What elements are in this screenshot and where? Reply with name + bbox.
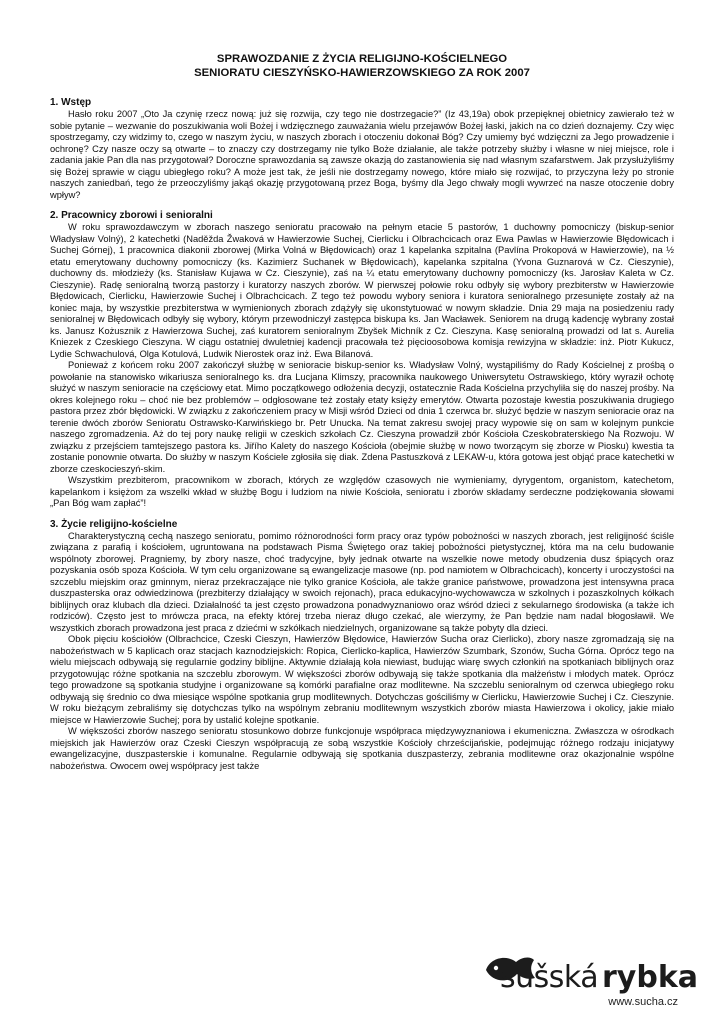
report-title-line-2: SENIORATU CIESZYŃSKO-HAWIERZOWSKIEGO ZA ROK 2007 [194, 67, 530, 79]
section-heading-religious-life: 3. Życie religijno-kościelne [50, 518, 178, 530]
report-page [50, 52, 674, 772]
workers-paragraph-3: Wszystkim prezbiterom, pracownikom w zborach, których ze względów czasowych nie wymieniamy, dyrygentom, organistom, katechetom, kapelankom i księżom za wszelki wkład w służbę Bogu i ludziom na niwie Kościoła, senioratu i zborów składamy serdeczne podziękowania słowami „Pan Bóg wam zapłać”! [50, 475, 674, 508]
workers-paragraph-2: Ponieważ z końcem roku 2007 zakończył służbę w senioracie biskup-senior ks. Władysław Volný, wystąpiliśmy do Rady Kościelnej z prośbą o powołanie na stanowisko wikariusza senioralnego ks. dra Lucjana Klimszy, pracownika naukowego Uniwersytetu Ostrawskiego, który wyraził ochotę służyć w naszym senioracie na częściowy etat. Mimo początkowego odłożenia decyzji, ostatecznie Rada Kościelna przychyliła się do naszej prośby. Na okres kolejnego roku – choć nie bez problemów – odgłosowane też zostały etaty księży emerytów. Otwarta pozostaje kwestia poszukiwania drugiego pastora przez zbór błędowicki. W związku z zakończeniem pracy w Misji wśród Dzieci od dnia 1 czerwca br. służyć będzie w naszym senioracie oraz na terenie dwóch zborów Senioratu Ostrawsko-Karwińskiego br. Petr Unucka. Na temat zakresu swojej pracy wypowie się on sam w kolejnym punkcie naszego zgromadzenia. Aż do tej pory naukę religii w czeskich szkołach Cz. Cieszyna prowadził zbór Kościoła Czeskobraterskiego Na Rozwoju. W związku z przejściem tamtejszego pastora ks. Jiřího Kalety do naszego Kościoła (obejmie służbę w nowo tworzącym się zborze w Piosku) kwestia ta zostanie ponownie otwarta. Do służby w naszym Kościele zgłosiła się diak. Zdena Pastuszková z LEKAW-u, która gotowa jest objąć prace katechetki w zborze czeskocieszyń-skim. [50, 360, 674, 474]
report-title-line-1: SPRAWOZDANIE Z ŻYCIA RELIGIJNO-KOŚCIELNEGO [216, 53, 508, 65]
religious-life-paragraph-1: Charakterystyczną cechą naszego senioratu, pomimo różnorodności form pracy oraz typów pobożności w naszych zborach, jest religijność ściśle związana z parafią i kościołem, ugruntowana na podstawach Pisma Świętego oraz takiej pobożności pietystycznej, która ma na celu budowanie wspólnoty zborowej. Pragniemy, by zbory nasze, choć tradycyjne, były jednak otwarte na wszelkie nowe metody obudzenia dusz śpiących oraz pozyskania osób spoza Kościoła. W tym celu organizowane są ewangelizacje masowe (np. pod namiotem w Olbrachcicach), koncerty i uroczystości na szczeblu miejskim oraz gminnym, nieraz przekraczające nie tylko granice Kościoła, ale także granice państwowe, prowadzona jest intensywna praca duszpasterska oraz odwiedzinowa (prezbiterzy działający w swoich rejonach), praca edukacyjno-wychowawcza w szkolnych i pozaszkolnych kółkach biblijnych oraz klubach dla dzieci. Działalność ta jest często prowadzona ponadwyznaniowo oraz wśród dzieci z sekularnego środowiska (a także ich rodziców). Często jest to mrówcza praca, na efekty której trzeba nieraz długo czekać, ale wierzymy, że Pan będzie nam nadal błogosławił. We wszystkich zborach prowadzona jest praca z dziećmi w szkółkach niedzielnych, organizowane są także pobyty dla dzieci. [50, 530, 674, 633]
logo-word-susska: sušská [500, 960, 599, 995]
logo-url: www.sucha.cz [608, 996, 678, 1008]
section-heading-intro: 1. Wstęp [50, 97, 92, 108]
workers-paragraph-1: W roku sprawozdawczym w zborach naszego senioratu pracowało na pełnym etacie 5 pastorów, 1 duchowny pomocniczy (biskup-senior Władysław Volný), 2 katechetki (Naděžda Žwaková w Hawierzowie Suchej, Cierlicku i Olbrachcicach oraz Ewa Pawlas w Hawierzowie Błędowicach i Suchej Górnej), 1 pracownica diakonii zborowej (Mirka Volná w Błędowicach) oraz 1 kapelanka szpitalna (Pavlína Prokopová w Hawierzowie), na ½ etatu emerytowany duchowny pomocniczy (ks. Kazimierz Suchanek w Błędowicach), kapelanka szpitalna (Yvona Guznarová w Cz. Cieszynie), duchowny ds. młodzieży (ks. Stanisław Kujawa w Cz. Cieszynie), zaś na ¼ etatu emerytowany duchowny pomocniczy (ks. Jarosłav Kaleta w Cz. Cieszynie). Radę senioralną tworzą pastorzy i kuratorzy naszych zborów. W pierwszej połowie roku odbyły się wybory prezbiterstw w Hawierzowie Błędowicach, Cierlicku, Hawierzowie Suchej i Olbrachcicach. Z tego też powodu wybory seniora i kuratora senioralnego przesunięte zostały aż na koniec maja, by wszystkie prezbiterstwa w wymienionych zborach zdążyły się ukonstytuować w nowym składzie. Dnia 29 maja na posiedzeniu rady senioralnej w Błędowicach odbyły się wybory, którym przewodniczył zastępca biskupa ks. Jan Wacławek. Seniorem na drugą kadencję wybrany został ks. Janusz Kożusznik z Hawierzowa Suchej, zaś kuratorem senioralnym Zbyšek Michník z Cz. Cieszyna. Kasę senioralną prowadzi od lat s. Aurelia Kniezek z Czeskiego Cieszyna. W ciągu ostatniej dwuletniej kadencji pracowała też pięcioosobowa komisja rewizyjna w składzie: inż. Piotr Kukucz, Lydie Schwachulová, Olga Kotulová, Ludwik Nierostek oraz inż. Ewa Bilanová. [50, 222, 674, 359]
religious-life-paragraph-3: W większości zborów naszego senioratu stosunkowo dobrze funkcjonuje współpraca międzywyznaniowa i ekumeniczna. Zwłaszcza w ośrodkach miejskich jak Hawierzów oraz Czeski Cieszyn współpracują ze sobą wszystkie Kościoły chrześcijańskie, podejmując różnego rodzaju inicjatywy ewangelizacyjne, duszpasterskie i komunalne. Regularnie odbywają się spotkania duszpasterzy, zebrania modlitewne oraz okazjonalnie wspólne nabożeństwa. Owocem owej współpracy jest także [50, 726, 674, 771]
religious-life-paragraph-2: Obok pięciu kościołów (Olbrachcice, Czeski Cieszyn, Hawierzów Błędowice, Hawierzów Sucha oraz Cierlicko), zbory nasze zgromadzają się na nabożeństwach w 5 kaplicach oraz stacjach kaznodziejskich: Ropica, Cierlicko-kaplica, Hawierzów Szumbark, Szonów, Sucha Górna. Oprócz tego na wielu miejscach odbywają się regularnie godziny biblijne. Aktywnie działają koła niewiast, budując wiarę swych członkiń na spotkaniach biblijnych oraz przygotowując różne spotkania na szczeblu zborowym. W większości zborów odbywają się także spotkania dla małżeństw i młodych matek. Oprócz tego prowadzone są spotkania studyjne i organizowane są komórki parafialne oraz modlitewne. Na szczeblu senioralnym od czerwca ubiegłego roku odbywają się średnio co dwa miesiące wspólne spotkania grup modlitewnych. Dotychczas gościliśmy w Cierlicku, Hawierzowie Suchej i Cz. Cieszynie. W roku bieżącym zebraliśmy się dotychczas tylko na wspólnym zebraniu modlitewnym wszystkich zborów miasta Hawierzowa i okolicy, jakie miało miejsce w Hawierzowie Suchej; pora by ustalić kolejne spotkanie. [50, 634, 674, 725]
section-heading-workers: 2. Pracownicy zborowi i senioralni [50, 210, 213, 221]
susska-rybka-logo [480, 948, 700, 1018]
logo-word-rybka: rybka [602, 960, 699, 995]
intro-paragraph: Hasło roku 2007 „Oto Ja czynię rzecz nową: już się rozwija, czy tego nie dostrzegacie?” (Iz 43,19a) obok przepięknej obietnicy zawierało też w sobie pytanie – wezwanie do poszukiwania woli Bożej i wdzięcznego zauważania wielu przejawów Bożej łaski, jakich na co dzień doznajemy. Czy więc spostrzegamy, czy widzimy to, czego w naszym życiu, w naszych zborach i otoczeniu dokonał Bóg? Czy umiemy być wdzięczni za Jego prowadzenie i ochronę? Czy nasze oczy są otwarte – to znaczy czy dostrzegamy nie tylko Boże działanie, ale także potrzeby służby i własne w niej miejsce, role i zadania jakie Pan dla nas przygotował? Doroczne sprawozdania są zawsze okazją do zastanowienia się nad własnym szafarstwem. Jak przysłużyliśmy się Bożej sprawie w ciągu ubiegłego roku? A może jest tak, że jeśli nie dostrzegamy nowego, które miało się rozwijać, to przyczyna leży po stronie naszych zaniedbań, tego że przeoczyliśmy jakąś okazję przygotowaną przez Boga, byśmy dla Jego chwały mogli wywrzeć na nasze otoczenie dobry wpływ? [50, 109, 674, 200]
